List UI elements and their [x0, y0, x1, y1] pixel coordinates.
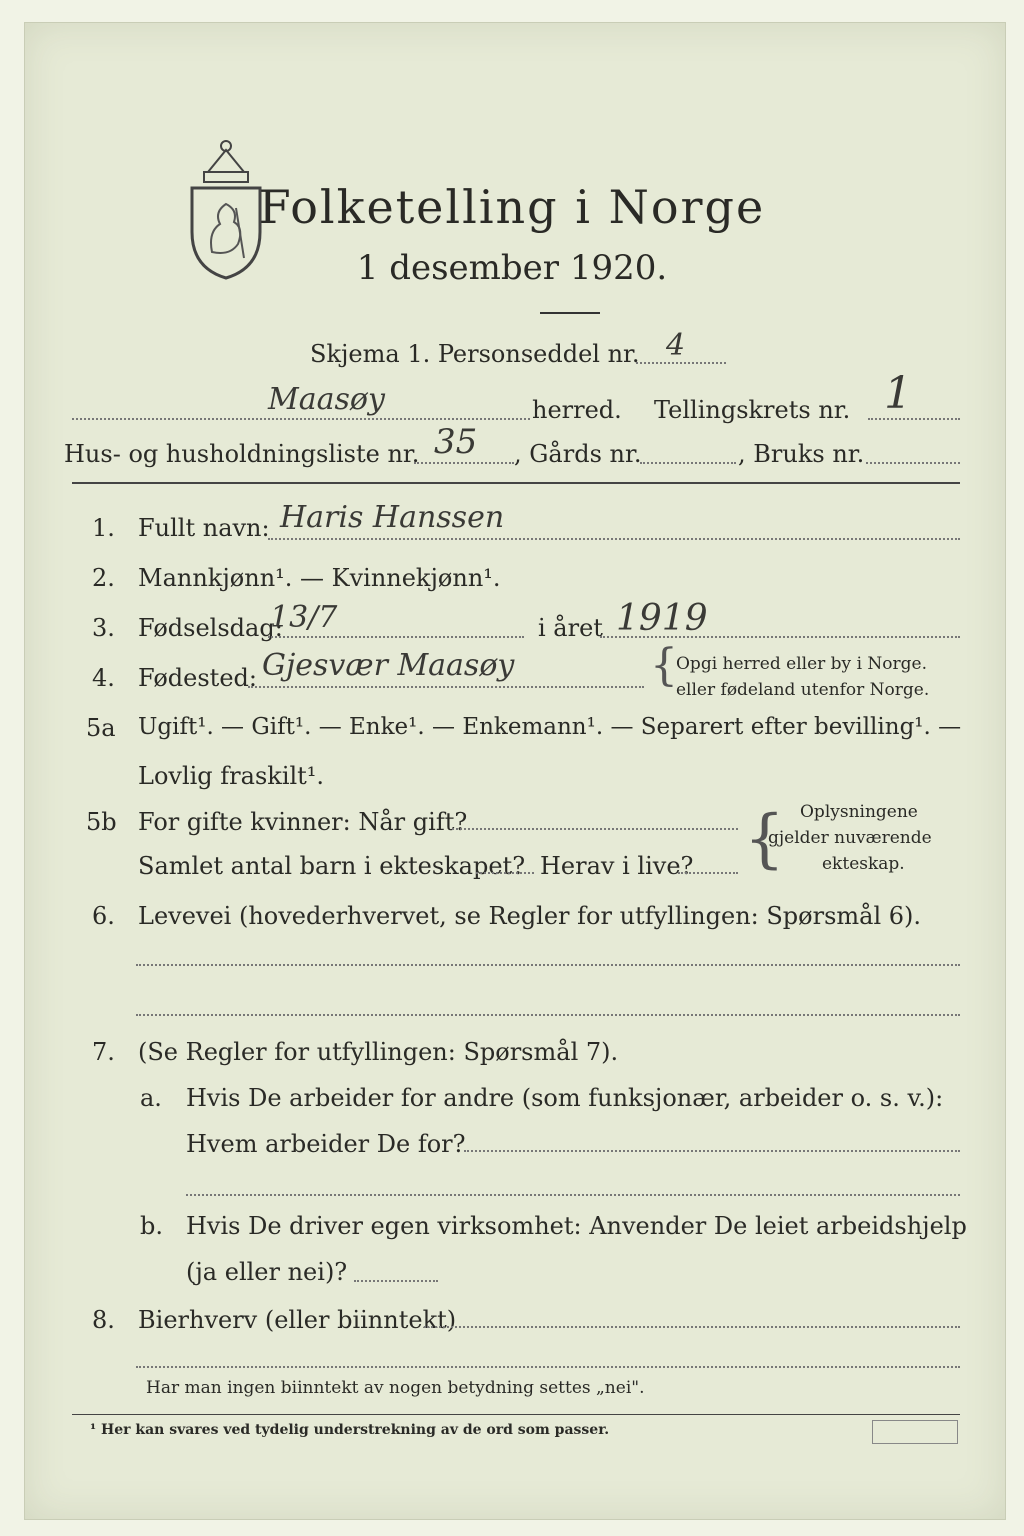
q5b-note-line1: Oplysningene	[800, 802, 918, 822]
q1-label: Fullt navn:	[138, 514, 270, 542]
q5b-label: For gifte kvinner: Når gift?	[138, 808, 468, 836]
census-date: 1 desember 1920.	[356, 248, 668, 288]
q1-value: Haris Hanssen	[280, 500, 505, 535]
q5b-note-line3: ekteskap.	[822, 854, 905, 874]
tellingskrets-label: Tellingskrets nr.	[654, 396, 851, 424]
q5a-label-line2: Lovlig fraskilt¹.	[138, 762, 325, 790]
q7b-answer-line	[354, 1280, 438, 1282]
q5b-children-line	[476, 872, 534, 874]
q3-label: Fødselsdag:	[138, 614, 283, 642]
q8-label: Bierhverv (eller biinntekt)	[138, 1306, 457, 1334]
q8-line-2	[136, 1366, 960, 1368]
q4-note-line1: Opgi herred eller by i Norge.	[676, 654, 927, 674]
q7a-label: Hvis De arbeider for andre (som funksjonær, arbeider o. s. v.):	[186, 1084, 944, 1112]
schema-label: Skjema 1. Personseddel nr.	[310, 340, 640, 368]
q6-line-2	[136, 1014, 960, 1016]
q7a-label-line2: Hvem arbeider De for?	[186, 1130, 466, 1158]
q3-value: 13/7	[270, 600, 338, 635]
q8-line-1	[424, 1326, 960, 1328]
q7b-label: Hvis De driver egen virksomhet: Anvender De leiet arbeidshjelp	[186, 1212, 967, 1240]
tellingskrets-value: 1	[884, 368, 912, 419]
biinntekt-note: Har man ingen biinntekt av nogen betydning settes „nei".	[146, 1378, 645, 1398]
q7a-extra-line	[186, 1194, 960, 1196]
q5b-label-alive: Herav i live?	[540, 852, 694, 880]
q4-line	[248, 686, 644, 688]
q5b-alive-line	[678, 872, 738, 874]
gards-label: , Gårds nr.	[514, 440, 642, 468]
q8-number: 8.	[92, 1306, 115, 1334]
q5b-note-line2: gjelder nuværende	[768, 828, 932, 848]
husliste-value: 35	[434, 422, 478, 462]
husliste-line	[414, 462, 514, 464]
footnote-divider	[72, 1414, 960, 1415]
q4-label: Fødested:	[138, 664, 257, 692]
q5b-number: 5b	[86, 808, 117, 836]
q7-number: 7.	[92, 1038, 115, 1066]
q2-number: 2.	[92, 564, 115, 592]
q5b-brace: {	[744, 802, 785, 876]
q7-label: (Se Regler for utfyllingen: Spørsmål 7).	[138, 1038, 619, 1066]
form-title: Folketelling i Norge	[258, 180, 766, 234]
q4-value: Gjesvær Maasøy	[262, 648, 515, 683]
herred-value: Maasøy	[268, 382, 385, 417]
q5a-number: 5a	[86, 714, 116, 742]
printer-stamp	[872, 1420, 958, 1444]
gards-line	[640, 462, 736, 464]
title-divider	[540, 312, 600, 314]
q7a-number: a.	[140, 1084, 162, 1112]
q4-brace: {	[650, 640, 678, 691]
q5b-when-line	[452, 828, 738, 830]
q4-number: 4.	[92, 664, 115, 692]
husliste-label: Hus- og husholdningsliste nr.	[64, 440, 420, 468]
header-divider	[72, 482, 960, 484]
q3-year-value: 1919	[616, 598, 708, 639]
q3-line	[268, 636, 524, 638]
q7a-employer-line	[464, 1150, 960, 1152]
herred-label: herred.	[532, 396, 622, 424]
q3-number: 3.	[92, 614, 115, 642]
tellingskrets-line	[868, 418, 960, 420]
q7b-label-line2: (ja eller nei)?	[186, 1258, 348, 1286]
personseddel-value: 4	[666, 328, 686, 363]
q6-label: Levevei (hovederhvervet, se Regler for utfyllingen: Spørsmål 6).	[138, 902, 922, 930]
q5a-label: Ugift¹. — Gift¹. — Enke¹. — Enkemann¹. — Separert efter bevilling¹. —	[138, 714, 962, 740]
bruks-label: , Bruks nr.	[738, 440, 865, 468]
q2-label: Mannkjønn¹. — Kvinnekjønn¹.	[138, 564, 501, 592]
q3-year-label: i året	[538, 614, 603, 642]
herred-line	[72, 418, 530, 420]
footnote: ¹ Her kan svares ved tydelig understrekning av de ord som passer.	[90, 1422, 610, 1438]
q4-note-line2: eller fødeland utenfor Norge.	[676, 680, 930, 700]
q1-line	[268, 538, 960, 540]
q1-number: 1.	[92, 514, 115, 542]
q6-line-1	[136, 964, 960, 966]
q5b-label-children: Samlet antal barn i ekteskapet?	[138, 852, 526, 880]
q7b-number: b.	[140, 1212, 163, 1240]
q6-number: 6.	[92, 902, 115, 930]
bruks-line	[866, 462, 960, 464]
